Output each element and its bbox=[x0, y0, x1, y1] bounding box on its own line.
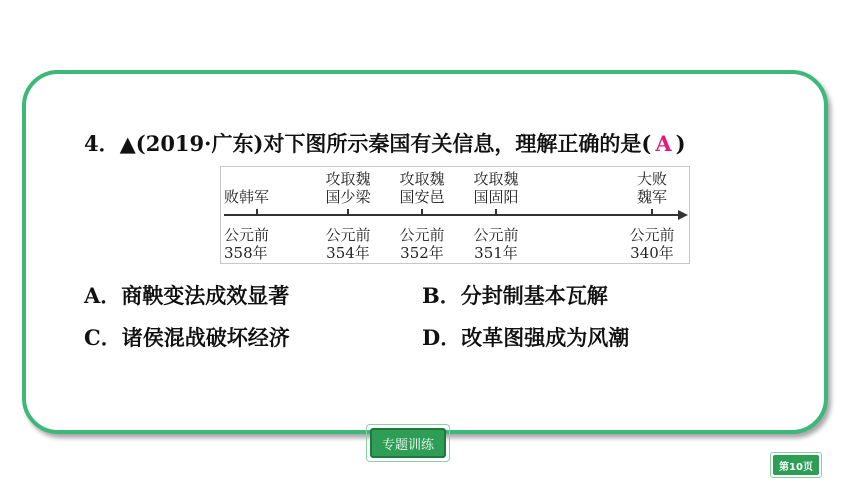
timeline-event-year: 公元前 354年 bbox=[325, 226, 371, 262]
timeline-tick bbox=[495, 209, 497, 215]
question-suffix: ) bbox=[675, 131, 686, 156]
timeline-event-year: 公元前 340年 bbox=[629, 226, 675, 262]
timeline-tick bbox=[347, 209, 349, 215]
question-prefix: ▲(2019·广东)对下图所示秦国有关信息，理解正确的是( bbox=[119, 131, 652, 156]
timeline-arrow-icon bbox=[678, 210, 688, 220]
option-a: A．商鞅变法成效显著 bbox=[84, 283, 290, 308]
question-text bbox=[84, 128, 686, 158]
option-c: C．诸侯混战破坏经济 bbox=[84, 325, 290, 350]
timeline-event-label: 攻取魏 国少梁 bbox=[325, 170, 371, 206]
timeline-event-year: 公元前 352年 bbox=[399, 226, 445, 262]
option-d: D．改革图强成为风潮 bbox=[422, 325, 630, 350]
option-b: B．分封制基本瓦解 bbox=[422, 283, 608, 308]
timeline-event-label: 大败 魏军 bbox=[636, 170, 667, 206]
page-number-badge: 第10页 bbox=[773, 455, 819, 475]
topic-training-button[interactable]: 专题训练 bbox=[370, 428, 446, 458]
timeline-axis bbox=[224, 214, 680, 216]
timeline-event-label: 败韩军 bbox=[224, 188, 270, 206]
timeline-event-label: 攻取魏 国固阳 bbox=[473, 170, 519, 206]
timeline-event-label: 攻取魏 国安邑 bbox=[399, 170, 445, 206]
timeline-tick bbox=[256, 209, 258, 215]
question-number: 4． bbox=[84, 131, 120, 156]
timeline-tick bbox=[651, 209, 653, 215]
timeline-tick bbox=[421, 209, 423, 215]
timeline-event-year: 公元前 358年 bbox=[224, 226, 270, 262]
answer-letter: A bbox=[655, 131, 672, 156]
timeline-event-year: 公元前 351年 bbox=[473, 226, 519, 262]
